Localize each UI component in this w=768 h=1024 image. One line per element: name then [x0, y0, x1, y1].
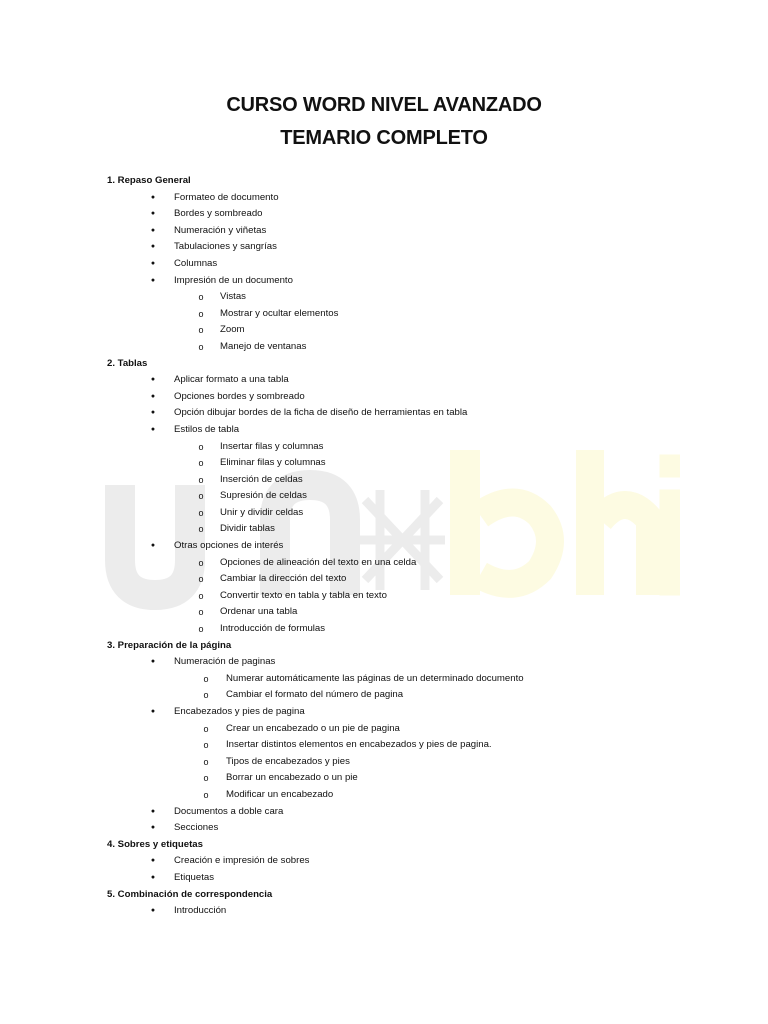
bullet-dot-icon: ● [150, 259, 156, 267]
bullet-circle-icon: o [203, 756, 209, 767]
outline-text: 3. Preparación de la página [107, 639, 232, 651]
outline-text: Numeración de paginas [174, 656, 276, 668]
bullet-circle-icon: o [198, 590, 204, 601]
bullet-circle-icon: o [198, 524, 204, 535]
list-item [0, 206, 768, 223]
outline-text: Manejo de ventanas [220, 340, 307, 352]
bullet-dot-icon: ● [150, 376, 156, 384]
outline-text: Eliminar filas y columnas [220, 457, 326, 469]
list-item [0, 853, 768, 870]
list-item [0, 223, 768, 240]
outline-text: Vistas [220, 291, 246, 303]
list-item [0, 472, 768, 489]
bullet-circle-icon: o [198, 308, 204, 319]
bullet-dot-icon: ● [150, 873, 156, 881]
bullet-dot-icon: ● [150, 425, 156, 433]
outline-text: Numerar automáticamente las páginas de un determinado documento [226, 672, 524, 684]
list-item [0, 439, 768, 456]
bullet-circle-icon: o [203, 723, 209, 734]
outline-text: Documentos a doble cara [174, 805, 284, 817]
bullet-circle-icon: o [198, 341, 204, 352]
list-item [0, 588, 768, 605]
bullet-dot-icon: ● [150, 276, 156, 284]
section-heading [0, 887, 768, 904]
outline-text: Encabezados y pies de pagina [174, 706, 305, 717]
list-item [0, 455, 768, 472]
bullet-circle-icon: o [198, 557, 204, 568]
outline-text: Insertar distintos elementos en encabezados y pies de pagina. [226, 739, 492, 751]
outline-text: Insertar filas y columnas [220, 440, 324, 452]
outline-text: Borrar un encabezado o un pie [226, 772, 358, 784]
bullet-dot-icon: ● [150, 542, 156, 550]
bullet-circle-icon: o [203, 789, 209, 800]
list-item [0, 239, 768, 256]
outline-text: Bordes y sombreado [174, 208, 263, 220]
outline-text: Mostrar y ocultar elementos [220, 307, 339, 319]
bullet-dot-icon: ● [150, 708, 156, 715]
section-heading [0, 173, 768, 190]
outline-text: Formateo de documento [174, 191, 279, 203]
list-item [0, 322, 768, 339]
bullet-dot-icon: ● [150, 857, 156, 865]
list-item [0, 256, 768, 273]
bullet-dot-icon: ● [150, 226, 156, 234]
bullet-circle-icon: o [198, 325, 204, 336]
bullet-dot-icon: ● [150, 409, 156, 417]
list-item [0, 190, 768, 207]
list-item [0, 870, 768, 887]
bullet-circle-icon: o [203, 740, 209, 751]
outline-text: 5. Combinación de correspondencia [107, 888, 273, 900]
bullet-circle-icon: o [198, 458, 204, 469]
outline-text: Convertir texto en tabla y tabla en texto [220, 589, 387, 601]
outline-text: Ordenar una tabla [220, 606, 298, 618]
course-outline [0, 173, 768, 920]
list-item [0, 555, 768, 572]
list-item [0, 804, 768, 821]
outline-text: Otras opciones de interés [174, 540, 284, 552]
bullet-circle-icon: o [203, 673, 209, 684]
bullet-circle-icon: o [198, 574, 204, 585]
section-heading [0, 638, 768, 655]
outline-text: Cambiar el formato del número de pagina [226, 689, 404, 701]
outline-text: Zoom [220, 324, 245, 336]
bullet-dot-icon: ● [150, 193, 156, 201]
bullet-circle-icon: o [198, 474, 204, 485]
bullet-dot-icon: ● [150, 392, 156, 400]
list-item [0, 903, 768, 920]
outline-text: 2. Tablas [107, 357, 148, 369]
document-title: CURSO WORD NIVEL AVANZADO [226, 94, 542, 116]
list-item [0, 754, 768, 771]
bullet-circle-icon: o [203, 773, 209, 784]
list-item [0, 770, 768, 787]
bullet-circle-icon: o [198, 507, 204, 518]
outline-text: Supresión de celdas [220, 490, 307, 502]
outline-text: Numeración y viñetas [174, 224, 267, 236]
outline-text: Opción dibujar bordes de la ficha de diseño de herramientas en tabla [174, 407, 468, 419]
bullet-dot-icon: ● [150, 210, 156, 218]
bullet-circle-icon: o [203, 690, 209, 701]
outline-text: Dividir tablas [220, 523, 275, 535]
bullet-circle-icon: o [198, 607, 204, 618]
section-heading [0, 356, 768, 373]
outline-text: Cambiar la dirección del texto [220, 573, 347, 585]
outline-text: Aplicar formato a una tabla [174, 374, 289, 386]
outline-text: Creación e impresión de sobres [174, 855, 310, 867]
list-item [0, 704, 768, 721]
bullet-dot-icon: ● [150, 807, 156, 815]
bullet-circle-icon: o [198, 292, 204, 303]
outline-text: Secciones [174, 822, 219, 834]
outline-text: Modificar un encabezado [226, 788, 334, 800]
list-item [0, 422, 768, 439]
list-item [0, 389, 768, 406]
document-subtitle: TEMARIO COMPLETO [280, 127, 488, 149]
outline-text: Opciones de alineación del texto en una celda [220, 556, 417, 568]
outline-text: Unir y dividir celdas [220, 506, 304, 518]
list-item [0, 521, 768, 538]
outline-text: Estilos de tabla [174, 423, 240, 435]
outline-text: Impresión de un documento [174, 274, 293, 286]
list-item [0, 488, 768, 505]
list-item [0, 721, 768, 738]
list-item [0, 737, 768, 754]
list-item [0, 787, 768, 804]
list-item [0, 621, 768, 638]
outline-text: Crear un encabezado o un pie de pagina [226, 722, 400, 734]
list-item [0, 289, 768, 306]
outline-text: Tipos de encabezados y pies [226, 755, 350, 767]
outline-text: Etiquetas [174, 871, 215, 883]
list-item [0, 654, 768, 671]
list-item [0, 820, 768, 837]
outline-text: Tabulaciones y sangrías [174, 241, 277, 253]
list-item [0, 339, 768, 356]
section-heading [0, 837, 768, 854]
list-item [0, 405, 768, 422]
outline-text: Inserción de celdas [220, 473, 303, 485]
list-item [0, 571, 768, 588]
outline-text: Columnas [174, 257, 218, 269]
list-item [0, 306, 768, 323]
list-item [0, 273, 768, 290]
bullet-dot-icon: ● [150, 907, 156, 915]
list-item [0, 505, 768, 522]
list-item [0, 604, 768, 621]
outline-text: 1. Repaso General [107, 175, 191, 186]
outline-text: 4. Sobres y etiquetas [107, 838, 203, 850]
outline-text: Opciones bordes y sombreado [174, 390, 305, 402]
list-item [0, 538, 768, 555]
bullet-dot-icon: ● [150, 658, 156, 666]
outline-text: Introducción de formulas [220, 623, 326, 635]
list-item [0, 687, 768, 704]
list-item [0, 671, 768, 688]
bullet-circle-icon: o [198, 491, 204, 502]
list-item [0, 372, 768, 389]
bullet-dot-icon: ● [150, 824, 156, 832]
bullet-dot-icon: ● [150, 243, 156, 251]
outline-text: Introducción [174, 905, 227, 917]
bullet-circle-icon: o [198, 441, 204, 452]
bullet-circle-icon: o [198, 624, 204, 635]
